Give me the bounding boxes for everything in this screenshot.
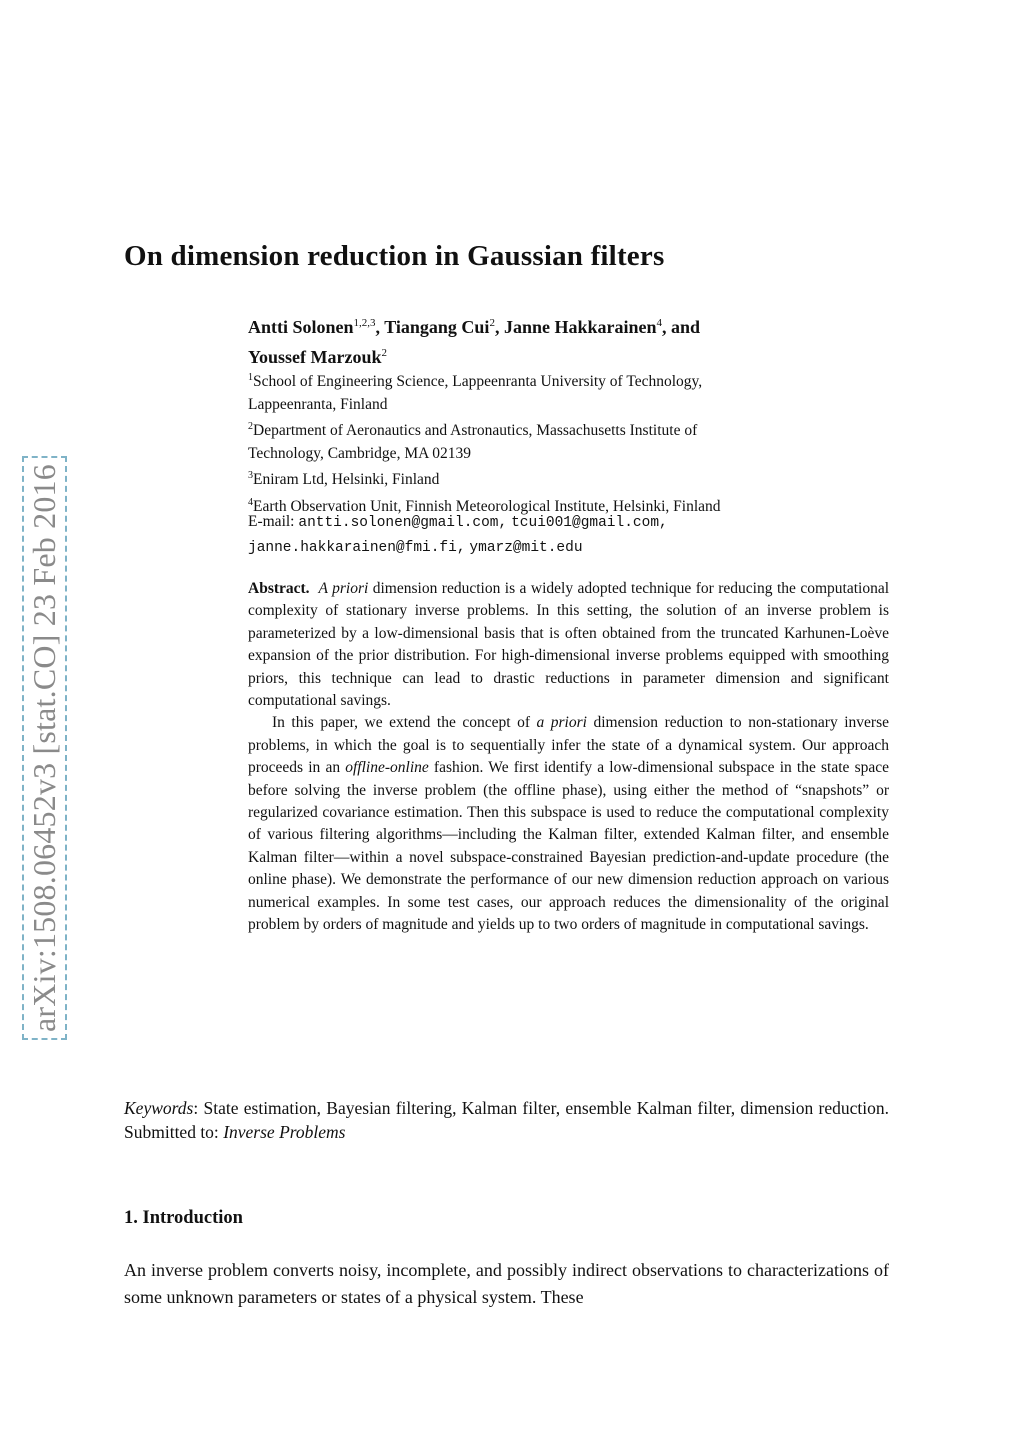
affiliation-list [248,367,888,519]
body-text [124,1257,889,1311]
abstract-paragraph: Abstract. A priori dimension reduction is a widely adopted technique for reducing the computational complexity of stationary inverse problems. In this setting, the solution of an inverse problem is parameterized by a low-dimensional basis that is often obtained from the truncated Karhunen-Loève expansion of the prior distribution. For high-dimensional inverse problems equipped with smoothing priors, this technique can lead to drastic reductions in parameter dimension and significant computational savings. [248,580,890,710]
email-address[interactable]: antti.solonen@gmail.com, [298,515,508,531]
author-name: Antti Solonen [248,317,354,337]
affiliation-item: $^4$Earth Observation Unit, Finnish Meteorological Institute, Helsinki, Finland [248,496,721,516]
affiliation-item-continued: Technology, Cambridge, MA 02139 [248,444,472,462]
email-address[interactable]: ymarz@mit.edu [469,540,583,556]
author-affiliation-mark: 2 [489,317,495,329]
author-affiliation-mark: 2 [381,347,387,359]
author-name: Janne Hakkarainen [503,317,657,337]
keywords: Keywords: State estimation, Bayesian filtering, Kalman filter, ensemble Kalman filter, dimension reduction. Submitted to: Inverse Problems [124,1098,889,1142]
abstract-label: Abstract. [248,580,310,597]
affiliation-item: $^3$Eniram Ltd, Helsinki, Finland [248,470,440,489]
abstract-paragraph: In this paper, we extend the concept of a priori dimension reduction to non-stationary inverse problems, in which the goal is to sequentially infer the state of a dynamical system. Our approach proceeds in an offline-online fashion. We first identify a low-dimensional subspace in the state space before solving the inverse problem (the offline phase), using either the method of “snapshots” or regularized covariance estimation. Then this subspace is used to reduce the computational complexity of various filtering algorithms—including the Kalman filter, extended Kalman filter, and ensemble Kalman filter—within a novel subspace-constrained Bayesian prediction-and-update procedure (the online phase). We demonstrate the performance of our new dimension reduction approach on various numerical examples. In some test cases, our approach reduces the dimensionality of the original problem by orders of magnitude and yields up to two orders of magnitude in computational savings. [248,714,889,934]
paper-title: On dimension reduction in Gaussian filters [124,240,665,272]
author-affiliation-mark: 4 [656,317,662,329]
body-paragraph: An inverse problem converts noisy, incomplete, and possibly indirect observations to characterizations of some unknown parameters or states of a physical system. These [124,1260,889,1307]
email-address[interactable]: janne.hakkarainen@fmi.fi, [248,540,466,556]
section-heading: 1. Introduction [124,1208,243,1228]
affiliation-item: $^1$School of Engineering Science, Lappeenranta University of Technology, [248,372,703,391]
affiliation-item-continued: Lappeenranta, Finland [248,395,388,413]
journal-name: Inverse Problems [223,1122,346,1142]
author-name: Tiangang Cui [384,317,490,337]
email-block [248,510,888,560]
affiliation-item: $^2$Department of Aeronautics and Astronautics, Massachusetts Institute of [248,421,698,440]
email-label: E-mail: [248,513,295,530]
author-list: Antti Solonen$^{1,2,3}$, Tiangang Cui$^2$, Janne Hakkarainen$^4$, and Youssef Marzouk$^2$ [248,317,701,367]
author-name: Youssef Marzouk [248,347,382,367]
keywords-label: Keywords [124,1098,194,1118]
arxiv-identifier-stamp: arXiv:1508.06452v3 [stat.CO] 23 Feb 2016 [22,456,67,1040]
abstract [248,578,889,937]
email-address[interactable]: tcui001@gmail.com, [511,515,668,531]
author-affiliation-mark: 1,2,3 [353,317,376,329]
author-conjunction: and [670,317,701,337]
